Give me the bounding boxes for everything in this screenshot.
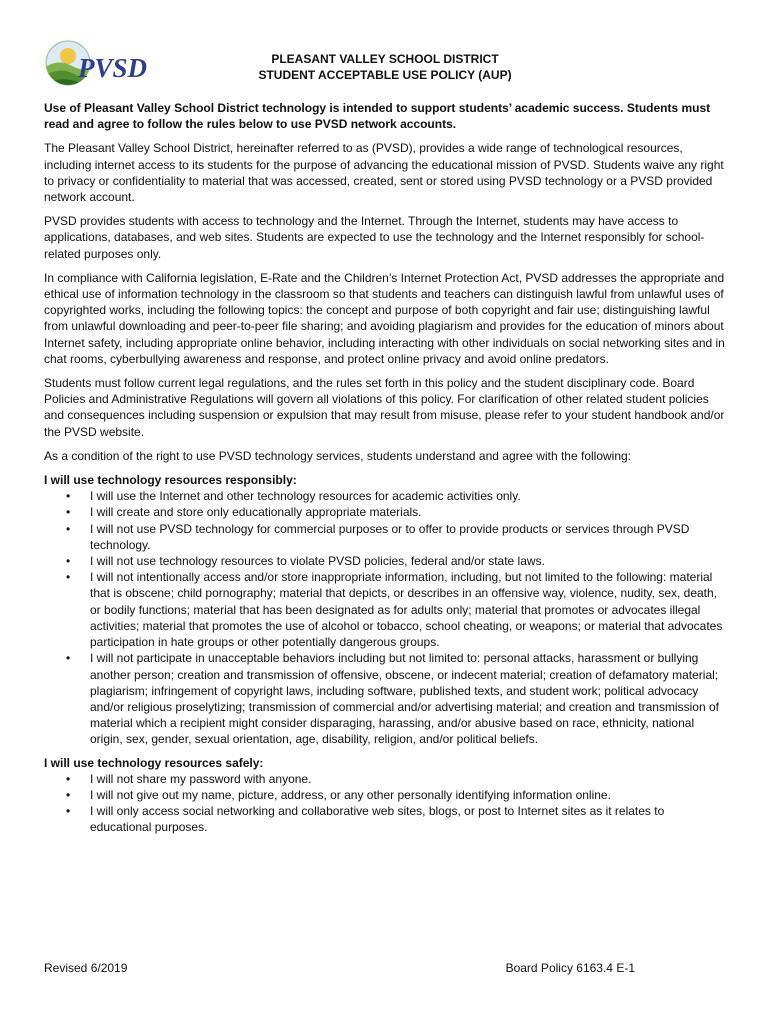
bullet-icon: • [66, 570, 71, 585]
list-item: • I will only access social networking and collaborative web sites, blogs, or post to Internet sites as it relates to educational purposes. [66, 804, 665, 835]
document-body [44, 100, 726, 843]
paragraph-compliance: In compliance with California legislation, E-Rate and the Children’s Internet Protection Act, PVSD addresses the appropriate and ethical use of information technology in the classroom so that students and teachers can distinguish lawful from unlawful uses of copyrighted works, including the following topics: the concept and purpose of both copyright and fair use; distinguishing lawful from unlawful downloading and peer-to-peer file sharing; and avoiding plagiarism and provides for the education of minors about Internet safety, including appropriate online behavior, including interacting with other individuals on social networking sites and in chat rooms, cyberbullying awareness and response, and protect online privacy and avoid online predators. [44, 270, 725, 366]
district-name: PLEASANT VALLEY SCHOOL DISTRICT [271, 52, 499, 66]
bullet-icon: • [66, 804, 71, 819]
document-title [0, 52, 770, 83]
list-item: • I will create and store only educationally appropriate materials. [66, 505, 422, 520]
bullet-icon: • [66, 521, 71, 536]
bullet-icon: • [66, 489, 71, 504]
intro-statement: Use of Pleasant Valley School District technology is intended to support students’ academic success. Students must read and agree to follow the rules below to use PVSD network accounts. [44, 101, 711, 132]
list-item: • I will not give out my name, picture, address, or any other personally identifying information online. [66, 787, 611, 802]
list-item: • I will use the Internet and other technology resources for academic activities only. [66, 489, 521, 504]
bullet-icon: • [66, 554, 71, 569]
section-title-safely: I will use technology resources safely: [44, 755, 264, 770]
list-item: • I will not share my password with anyone. [66, 771, 312, 786]
paragraph-regulations: Students must follow current legal regulations, and the rules set forth in this policy and the student disciplinary code. Board Policies and Administrative Regulations will govern all violations of this policy. For clarification of other related student policies and consequences including suspension or expulsion that may result from misuse, please refer to your student handbook and/or the PVSD website. [44, 376, 725, 439]
list-item: • I will not use PVSD technology for commercial purposes or to offer to provide products or services through PVSD technology. [66, 521, 690, 552]
policy-title: STUDENT ACCEPTABLE USE POLICY (AUP) [258, 67, 512, 82]
section-title-responsibly: I will use technology resources responsibly: [44, 473, 297, 488]
list-item: • I will not intentionally access and/or store inappropriate information, including, but not limited to the following: material that is obscene; child pornography; material that depicts, or describes in an offensive way, violence, nudity, sex, death, or bodily functions; material that has been designated as for adults only; material that promotes or advocates illegal activities; material that promotes the use of alcohol or tobacco, school cheating, or weapons; or material that advocates participation in hate groups or other potentially dangerous groups. [66, 570, 723, 650]
paragraph-access: PVSD provides students with access to technology and the Internet. Through the Internet, students may have access to applications, databases, and web sites. Students are expected to use the technology and the Internet responsibly for school-related purposes only. [44, 214, 705, 261]
list-item: • I will not use technology resources to violate PVSD policies, federal and/or state laws. [66, 554, 545, 569]
list-responsibly [44, 488, 726, 747]
list-safely [44, 771, 726, 836]
paragraph-overview: The Pleasant Valley School District, hereinafter referred to as (PVSD), provides a wide range of technological resources, including internet access to its students for the purpose of advancing the educational mission of PVSD. Students waive any right to privacy or confidentiality to material that was accessed, created, sent or stored using PVSD technology or a PVSD provided network account. [44, 141, 724, 205]
paragraph-condition: As a condition of the right to use PVSD technology services, students understand and agree with the following: [44, 448, 632, 463]
bullet-icon: • [66, 505, 71, 520]
bullet-icon: • [66, 771, 71, 786]
svg-text:PVSD: PVSD [78, 53, 148, 83]
list-item: • I will not participate in unacceptable behaviors including but not limited to: personal attacks, harassment or bullying another person; creation and transmission of offensive, obscene, or indecent material; creation of defamatory material; plagiarism; infringement of copyright laws, including software, published texts, and student work; political advocacy and/or religious proselytizing; transmission of commercial and/or advertising material; and creation and transmission of material which a recipient might consider disparaging, harassing, and/or abusive based on race, ethnicity, national origin, sex, gender, sexual orientation, age, disability, religion, and/or political beliefs. [66, 651, 719, 747]
bullet-icon: • [66, 651, 71, 666]
board-policy-number: Board Policy 6163.4 E-1 [505, 961, 635, 975]
bullet-icon: • [66, 787, 71, 802]
revised-date: Revised 6/2019 [44, 961, 128, 975]
